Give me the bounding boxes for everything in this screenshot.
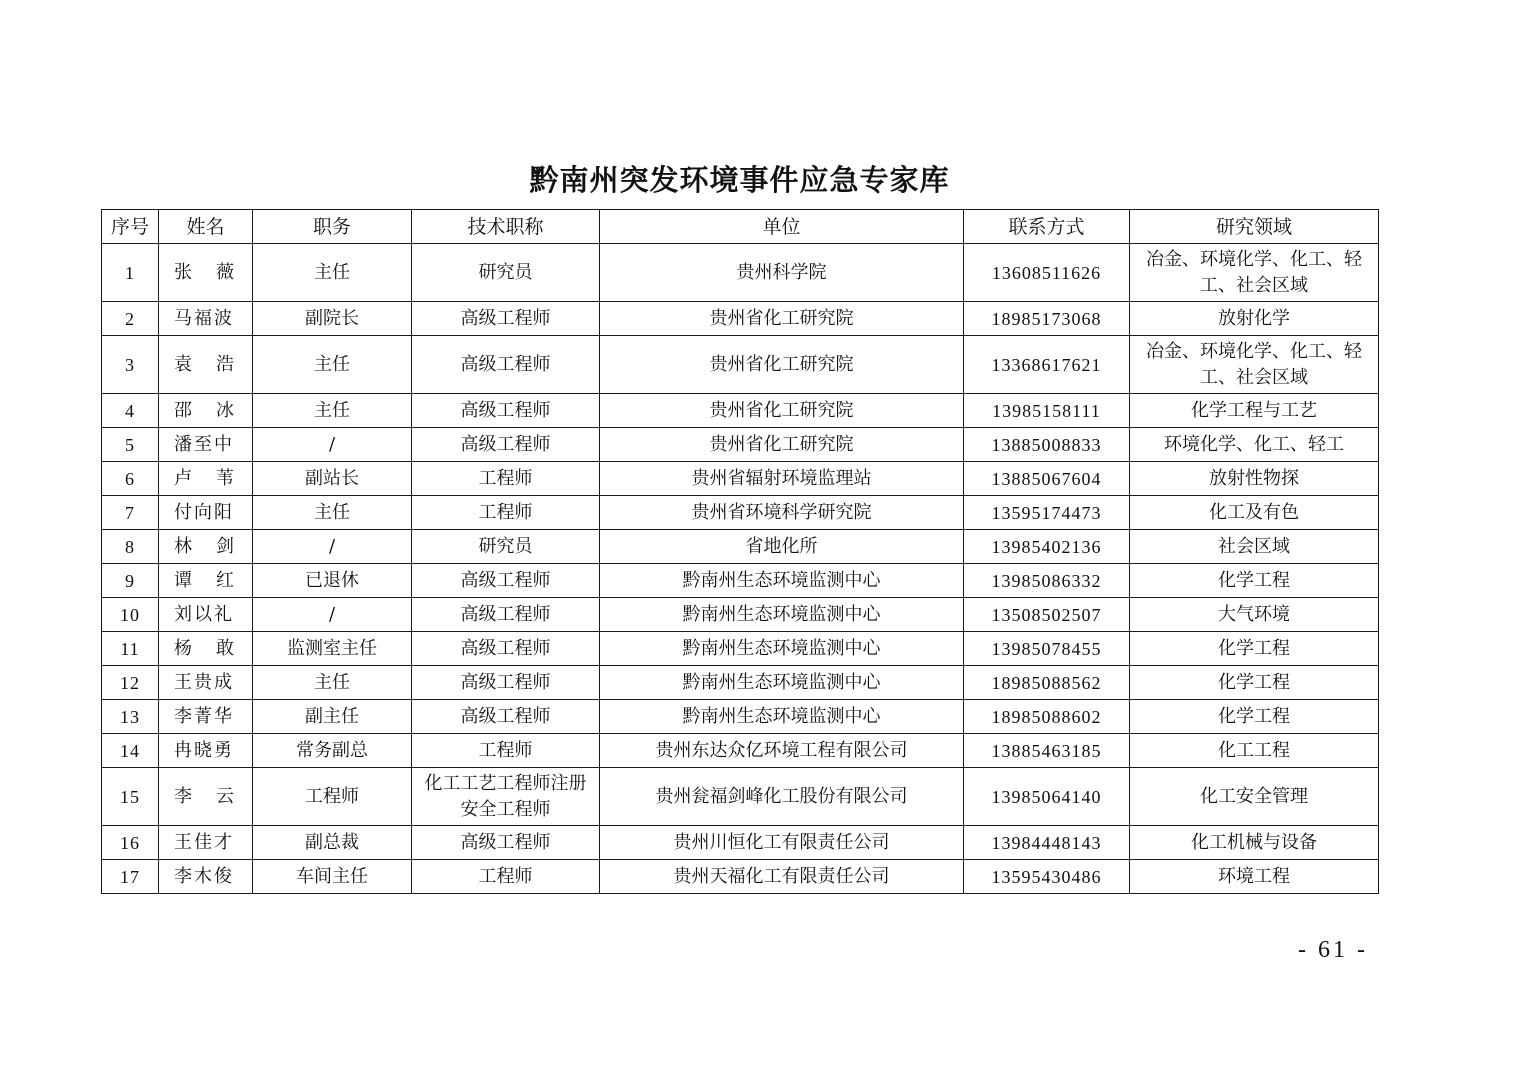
unit-cell: 黔南州生态环境监测中心 [600,564,964,598]
tech-title-cell: 化工工艺工程师注册安全工程师 [412,768,600,826]
expert-name: 付向阳 [159,496,253,530]
phone-cell: 18985088562 [964,666,1130,700]
phone-cell: 13595430486 [964,860,1130,894]
row-number: 4 [102,394,159,428]
position-cell: 副主任 [253,700,412,734]
row-number: 1 [102,244,159,302]
research-field-cell: 化工工程 [1130,734,1379,768]
table-row [102,768,1379,826]
unit-cell: 黔南州生态环境监测中心 [600,700,964,734]
research-field-cell: 化工安全管理 [1130,768,1379,826]
table-row [102,564,1379,598]
table-row [102,734,1379,768]
expert-name-text: 张 薇 [174,261,236,283]
table-row [102,496,1379,530]
tech-title-cell: 高级工程师 [412,428,600,462]
research-field-cell: 放射性物探 [1130,462,1379,496]
row-number: 2 [102,302,159,336]
table-row [102,632,1379,666]
expert-name [159,462,253,496]
unit-cell: 贵州省化工研究院 [600,428,964,462]
phone-cell: 13984448143 [964,826,1130,860]
tech-title-cell: 高级工程师 [412,632,600,666]
research-field-cell: 冶金、环境化学、化工、轻工、社会区域 [1130,336,1379,394]
tech-title-cell: 工程师 [412,462,600,496]
unit-cell: 贵州省辐射环境监理站 [600,462,964,496]
row-number: 9 [102,564,159,598]
unit-cell: 黔南州生态环境监测中心 [600,666,964,700]
table-row [102,462,1379,496]
row-number: 16 [102,826,159,860]
expert-name [159,564,253,598]
unit-cell: 贵州天福化工有限责任公司 [600,860,964,894]
research-field-cell: 化工及有色 [1130,496,1379,530]
expert-name [159,530,253,564]
research-field-cell: 化学工程 [1130,632,1379,666]
expert-name: 冉晓勇 [159,734,253,768]
research-field-cell: 环境工程 [1130,860,1379,894]
col-header-phone: 联系方式 [964,210,1130,244]
unit-cell: 贵州省环境科学研究院 [600,496,964,530]
expert-table [101,209,1379,894]
tech-title-cell: 高级工程师 [412,666,600,700]
col-header-title: 技术职称 [412,210,600,244]
expert-name: 王佳才 [159,826,253,860]
research-field-cell: 冶金、环境化学、化工、轻工、社会区域 [1130,244,1379,302]
table-row [102,394,1379,428]
unit-cell: 黔南州生态环境监测中心 [600,598,964,632]
col-header-field: 研究领域 [1130,210,1379,244]
tech-title-cell: 高级工程师 [412,826,600,860]
phone-cell: 13985078455 [964,632,1130,666]
expert-name: 李菁华 [159,700,253,734]
research-field-cell: 化学工程 [1130,564,1379,598]
expert-name-text: 林 剑 [174,535,236,557]
expert-name [159,336,253,394]
position-cell: 常务副总 [253,734,412,768]
tech-title-cell: 高级工程师 [412,598,600,632]
expert-name: 潘至中 [159,428,253,462]
position-cell: 主任 [253,394,412,428]
page-number: - 61 - [1298,937,1368,963]
position-cell: 副站长 [253,462,412,496]
position-cell: 监测室主任 [253,632,412,666]
expert-name: 王贵成 [159,666,253,700]
col-header-name: 姓名 [159,210,253,244]
table-row [102,666,1379,700]
phone-cell: 13885067604 [964,462,1130,496]
row-number: 17 [102,860,159,894]
research-field-cell: 化学工程 [1130,700,1379,734]
expert-name [159,394,253,428]
position-cell: 主任 [253,496,412,530]
col-header-unit: 单位 [600,210,964,244]
expert-name: 李木俊 [159,860,253,894]
row-number: 11 [102,632,159,666]
table-row [102,530,1379,564]
position-cell: / [253,530,412,564]
phone-cell: 13595174473 [964,496,1130,530]
expert-name-text: 谭 红 [174,569,236,591]
tech-title-cell: 工程师 [412,496,600,530]
row-number: 7 [102,496,159,530]
row-number: 5 [102,428,159,462]
unit-cell: 贵州东达众亿环境工程有限公司 [600,734,964,768]
expert-name-text: 袁 浩 [174,353,236,375]
tech-title-cell: 研究员 [412,244,600,302]
table-row [102,826,1379,860]
position-cell: / [253,428,412,462]
table-body [102,244,1379,894]
table-row [102,302,1379,336]
position-cell: 主任 [253,666,412,700]
tech-title-cell: 工程师 [412,860,600,894]
position-cell: 副院长 [253,302,412,336]
unit-cell: 贵州省化工研究院 [600,336,964,394]
unit-cell: 贵州省化工研究院 [600,302,964,336]
phone-cell: 13985158111 [964,394,1130,428]
tech-title-cell: 高级工程师 [412,336,600,394]
table-row [102,244,1379,302]
tech-title-cell: 高级工程师 [412,700,600,734]
research-field-cell: 化工机械与设备 [1130,826,1379,860]
document-title: 黔南州突发环境事件应急专家库 [529,163,950,197]
tech-title-cell: 研究员 [412,530,600,564]
table-row [102,700,1379,734]
position-cell: 副总裁 [253,826,412,860]
row-number: 10 [102,598,159,632]
table-row [102,428,1379,462]
position-cell: / [253,598,412,632]
row-number: 15 [102,768,159,826]
phone-cell: 18985173068 [964,302,1130,336]
phone-cell: 13885463185 [964,734,1130,768]
research-field-cell: 化学工程与工艺 [1130,394,1379,428]
unit-cell: 省地化所 [600,530,964,564]
position-cell: 已退休 [253,564,412,598]
tech-title-cell: 工程师 [412,734,600,768]
expert-name [159,632,253,666]
research-field-cell: 化学工程 [1130,666,1379,700]
row-number: 8 [102,530,159,564]
row-number: 14 [102,734,159,768]
research-field-cell: 放射化学 [1130,302,1379,336]
phone-cell: 13508502507 [964,598,1130,632]
tech-title-cell: 高级工程师 [412,302,600,336]
phone-cell: 13608511626 [964,244,1130,302]
research-field-cell: 大气环境 [1130,598,1379,632]
unit-cell: 贵州瓮福剑峰化工股份有限公司 [600,768,964,826]
table-row [102,860,1379,894]
expert-name: 刘以礼 [159,598,253,632]
phone-cell: 13985402136 [964,530,1130,564]
phone-cell: 13368617621 [964,336,1130,394]
table-header-row [102,210,1379,244]
row-number: 3 [102,336,159,394]
unit-cell: 贵州川恒化工有限责任公司 [600,826,964,860]
phone-cell: 18985088602 [964,700,1130,734]
row-number: 12 [102,666,159,700]
research-field-cell: 环境化学、化工、轻工 [1130,428,1379,462]
research-field-cell: 社会区域 [1130,530,1379,564]
unit-cell: 贵州省化工研究院 [600,394,964,428]
position-cell: 主任 [253,244,412,302]
expert-name: 马福波 [159,302,253,336]
col-header-no: 序号 [102,210,159,244]
tech-title-cell: 高级工程师 [412,394,600,428]
row-number: 13 [102,700,159,734]
expert-name-text: 李 云 [174,785,236,807]
position-cell: 主任 [253,336,412,394]
tech-title-cell: 高级工程师 [412,564,600,598]
table-row [102,598,1379,632]
phone-cell: 13985064140 [964,768,1130,826]
col-header-position: 职务 [253,210,412,244]
position-cell: 工程师 [253,768,412,826]
row-number: 6 [102,462,159,496]
table-row [102,336,1379,394]
expert-name [159,768,253,826]
phone-cell: 13885008833 [964,428,1130,462]
phone-cell: 13985086332 [964,564,1130,598]
unit-cell: 黔南州生态环境监测中心 [600,632,964,666]
position-cell: 车间主任 [253,860,412,894]
expert-name-text: 杨 敢 [174,637,236,659]
expert-name-text: 卢 苇 [174,467,236,489]
unit-cell: 贵州科学院 [600,244,964,302]
expert-name-text: 邵 冰 [174,399,236,421]
expert-name [159,244,253,302]
